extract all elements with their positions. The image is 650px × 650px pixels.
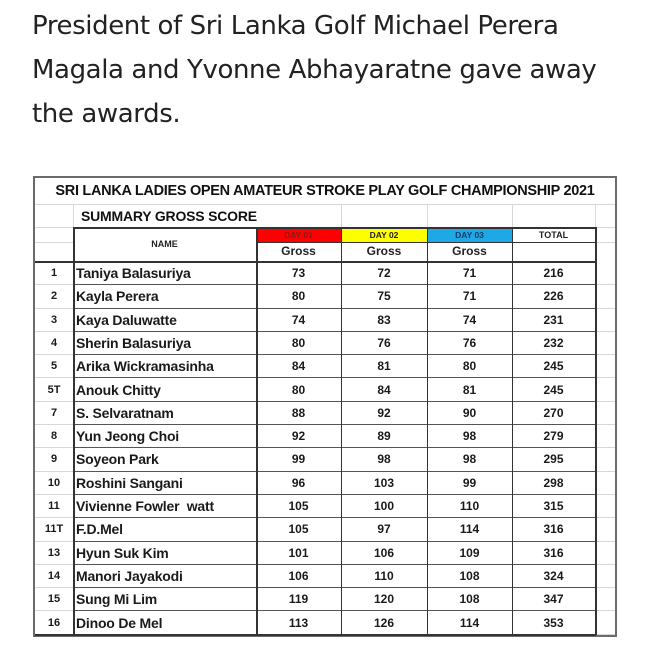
- gridline: [35, 242, 73, 243]
- day1-score: 101: [288, 545, 309, 560]
- day1-score: 119: [288, 592, 309, 607]
- day2-gross-header: Gross: [366, 244, 402, 258]
- player-name: Taniya Balasuriya: [76, 265, 191, 281]
- day2-score: 89: [377, 429, 391, 444]
- total-score: 216: [543, 266, 564, 280]
- table-row: [35, 402, 615, 425]
- player-name: F.D.Mel: [76, 521, 123, 538]
- rank-cell: 14: [47, 569, 61, 582]
- gridline: [427, 204, 428, 228]
- gridline: [341, 204, 342, 228]
- total-score: 316: [543, 545, 564, 560]
- day2-score: 100: [373, 499, 395, 513]
- rank-cell: 11: [48, 500, 60, 512]
- player-name: Soyeon Park: [76, 451, 159, 468]
- day2-score: 84: [377, 382, 391, 397]
- day1-score: 99: [291, 452, 306, 467]
- day1-score: 105: [288, 522, 309, 537]
- rank-cell: 13: [47, 546, 61, 559]
- total-score: 245: [543, 359, 564, 374]
- border: [73, 227, 595, 229]
- total-score: 270: [543, 405, 564, 420]
- player-name: Roshini Sangani: [76, 474, 183, 491]
- rank-cell: 16: [47, 616, 61, 629]
- total-score: 298: [543, 475, 564, 490]
- article-caption: President of Sri Lanka Golf Michael Perera Magala and Yvonne Abhayaratne gave away the awards.: [32, 11, 597, 129]
- day3-score: 98: [462, 452, 477, 467]
- day3-score: 71: [462, 289, 477, 304]
- day2-score: 103: [373, 475, 395, 490]
- table-row: [35, 425, 615, 448]
- day2-score: 97: [377, 522, 391, 537]
- total-score: 231: [543, 312, 564, 327]
- day3-score: 98: [462, 429, 477, 444]
- day3-score: 108: [459, 568, 480, 583]
- total-score: 295: [543, 452, 564, 467]
- day3-score: 76: [462, 335, 477, 350]
- table-row: [35, 495, 615, 518]
- day1-score: 80: [291, 382, 306, 397]
- day2-score: 126: [373, 615, 395, 630]
- day1-header: DAY 01: [256, 228, 341, 242]
- table-row: [35, 332, 615, 355]
- day3-score: 71: [462, 266, 477, 280]
- rank-cell: 1: [50, 267, 58, 279]
- day2-score: 120: [373, 592, 395, 607]
- day3-score: 80: [462, 359, 477, 374]
- rank-cell: 3: [50, 313, 58, 326]
- table-row: [35, 472, 615, 495]
- day2-score: 106: [373, 545, 395, 560]
- rank-cell: 11T: [44, 523, 64, 536]
- day3-gross-header: Gross: [452, 244, 487, 258]
- sheet-subtitle: SUMMARY GROSS SCORE: [81, 208, 257, 224]
- gridline: [595, 242, 615, 243]
- player-name: Hyun Suk Kim: [76, 544, 169, 561]
- day2-score: 83: [377, 312, 391, 327]
- gridline: [73, 204, 74, 228]
- name-header: NAME: [151, 239, 178, 249]
- day1-score: 84: [291, 359, 306, 374]
- day3-score: 114: [459, 522, 480, 537]
- gridline: [35, 227, 73, 228]
- total-score: 316: [543, 522, 564, 537]
- rank-cell: 5: [50, 360, 58, 373]
- day2-header: DAY 02: [341, 228, 427, 242]
- table-row: [35, 355, 615, 378]
- player-name: Yun Jeong Choi: [76, 428, 179, 445]
- rank-cell: 7: [50, 406, 58, 419]
- border: [512, 227, 513, 635]
- border: [35, 634, 596, 636]
- gridline: [596, 634, 615, 635]
- table-row: [35, 262, 615, 285]
- border: [427, 227, 428, 635]
- player-name: Kayla Perera: [76, 288, 159, 305]
- rank-cell: 2: [50, 290, 58, 303]
- sheet-title: SRI LANKA LADIES OPEN AMATEUR STROKE PLAY GOLF CHAMPIONSHIP 2021: [35, 178, 615, 205]
- day3-score: 109: [459, 545, 480, 560]
- table-row: [35, 565, 615, 588]
- day3-score: 108: [459, 592, 480, 607]
- total-score: 315: [543, 499, 564, 513]
- table-row: [35, 612, 615, 635]
- day1-score: 80: [291, 289, 306, 304]
- rank-cell: 15: [47, 593, 61, 606]
- total-score: 245: [543, 382, 564, 397]
- rank-cell: 5T: [47, 383, 61, 396]
- border: [341, 227, 342, 635]
- gridline: [595, 227, 615, 228]
- day1-score: 92: [291, 429, 306, 444]
- day3-score: 90: [462, 405, 477, 420]
- day1-score: 80: [291, 335, 306, 350]
- day1-score: 73: [291, 266, 306, 280]
- total-score: 347: [543, 592, 564, 607]
- total-score: 226: [543, 289, 564, 304]
- scoresheet-table: [33, 176, 617, 637]
- table-row: [35, 542, 615, 565]
- player-name: Manori Jayakodi: [76, 567, 183, 584]
- border: [256, 242, 512, 243]
- total-score: 232: [543, 335, 564, 350]
- day1-score: 96: [291, 475, 306, 490]
- day1-score: 105: [288, 499, 309, 513]
- rank-cell: 4: [50, 336, 58, 349]
- total-header: TOTAL: [538, 230, 569, 240]
- border: [35, 261, 595, 263]
- total-score: 279: [543, 429, 564, 444]
- day1-score: 74: [291, 312, 306, 327]
- day1-score: 88: [291, 405, 306, 420]
- day2-score: 81: [377, 359, 391, 374]
- day2-score: 75: [377, 289, 391, 304]
- player-name: Arika Wickramasinha: [76, 358, 214, 375]
- total-score: 324: [543, 568, 564, 583]
- border: [595, 227, 597, 635]
- table-row: [35, 309, 615, 332]
- day2-score: 76: [377, 335, 391, 350]
- border: [512, 242, 595, 243]
- day1-score: 113: [288, 615, 309, 630]
- day2-score: 92: [377, 405, 391, 420]
- day3-header: DAY 03: [427, 228, 512, 242]
- border: [73, 227, 75, 635]
- table-row: [35, 448, 615, 471]
- rank-cell: 9: [50, 453, 58, 466]
- table-row: [35, 379, 615, 402]
- player-name: Kaya Daluwatte: [76, 311, 177, 328]
- table-row: [35, 285, 615, 308]
- table-row: [35, 518, 615, 541]
- day1-gross-header: Gross: [281, 244, 316, 258]
- day3-score: 110: [459, 499, 480, 513]
- gridline: [512, 204, 513, 228]
- player-name: Anouk Chitty: [76, 381, 161, 398]
- border: [256, 227, 258, 635]
- player-name: Sung Mi Lim: [76, 591, 158, 608]
- player-name: Sherin Balasuriya: [76, 334, 191, 351]
- player-name: S. Selvaratnam: [76, 404, 174, 421]
- day3-score: 81: [462, 382, 477, 397]
- player-name: Dinoo De Mel: [76, 614, 163, 631]
- day3-score: 99: [462, 475, 477, 490]
- day2-score: 110: [374, 568, 394, 583]
- day2-score: 98: [377, 452, 391, 467]
- table-row: [35, 588, 615, 611]
- day1-score: 106: [288, 568, 309, 583]
- player-name: Vivienne Fowler watt: [76, 498, 214, 514]
- day3-score: 74: [462, 312, 477, 327]
- rank-cell: 10: [47, 476, 61, 489]
- day3-score: 114: [459, 615, 480, 630]
- day2-score: 72: [377, 266, 391, 280]
- total-score: 353: [543, 615, 564, 630]
- rank-cell: 8: [50, 430, 58, 443]
